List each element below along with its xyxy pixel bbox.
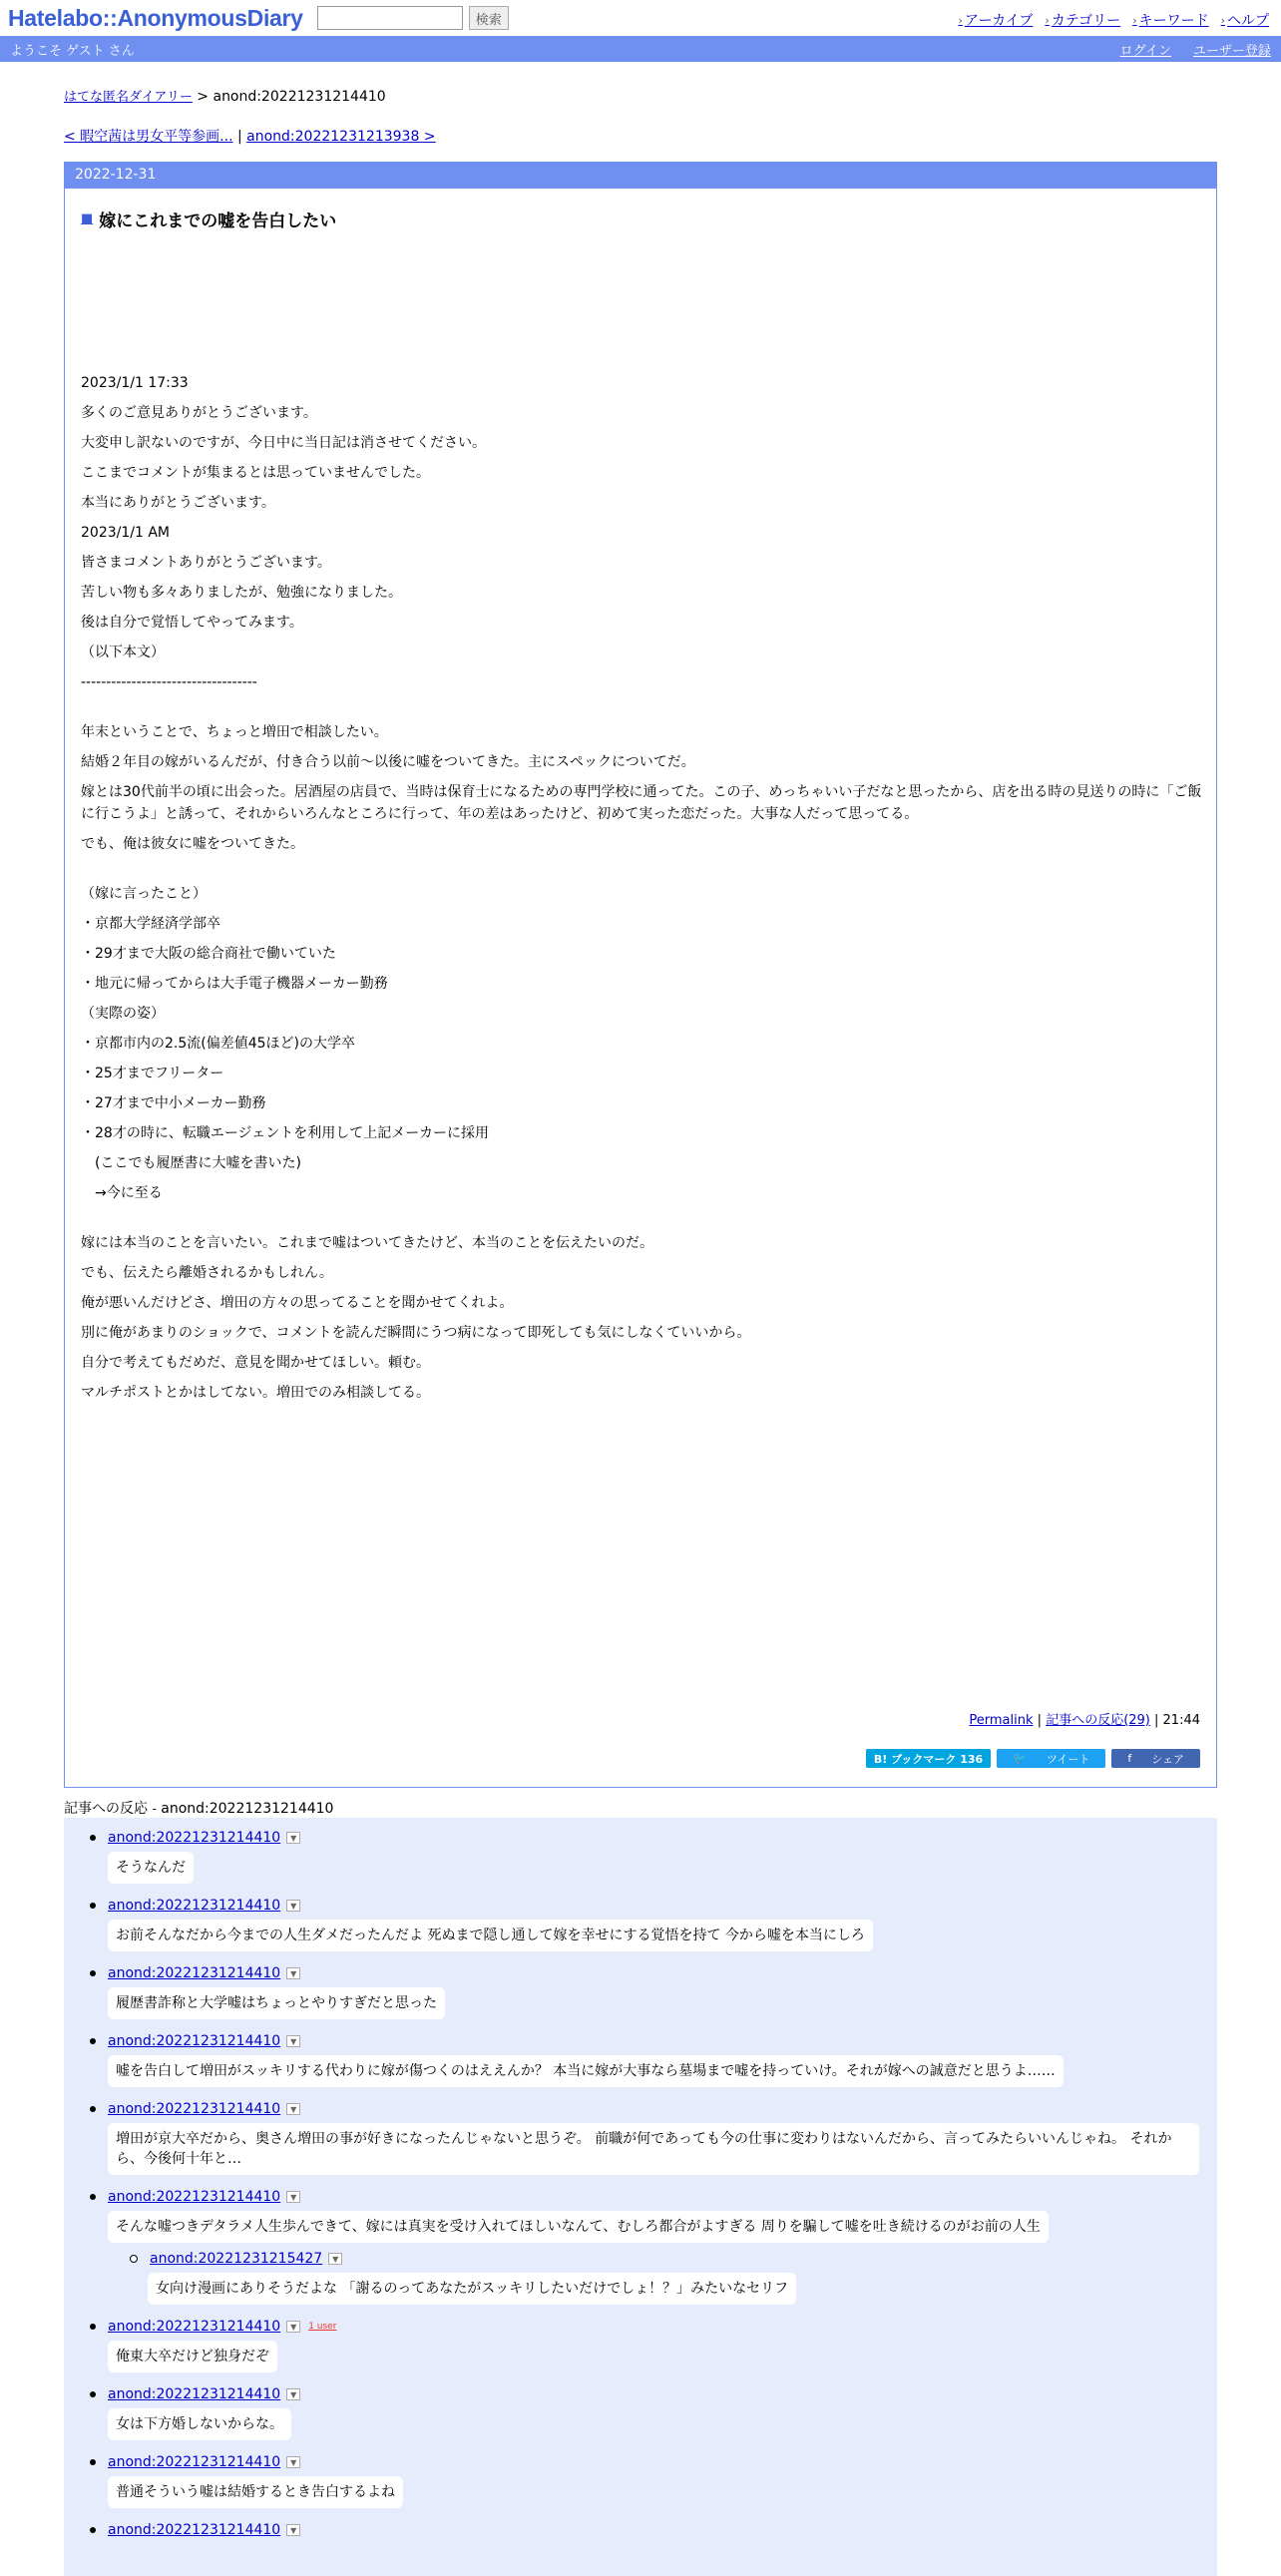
welcome-text: ようこそ ゲスト さん [10, 43, 135, 59]
article-line: ・29才まで大阪の総合商社で働いていた [81, 946, 336, 962]
article-line: （以下本文） [81, 644, 165, 660]
reaction-id-link[interactable]: anond:20221231214410 [108, 2454, 281, 2470]
share-label: シェア [1151, 1752, 1184, 1766]
reaction-id-link[interactable]: anond:20221231215427 [150, 2251, 323, 2267]
reaction-id-link[interactable]: anond:20221231214410 [108, 2101, 281, 2117]
reaction-header [108, 2454, 1217, 2470]
article-line [81, 1212, 1202, 1232]
article-line: 別に俺があまりのショックで、コメントを読んだ瞬間にうつ病になって即死しても気にしなくていいから。 [81, 1325, 751, 1341]
nav-keyword[interactable] [1132, 10, 1208, 30]
article-line: 俺が悪いんだけどさ、増田の方々の思ってることを聞かせてくれよ。 [81, 1295, 514, 1311]
reactions-label: 記事への反応 [64, 1801, 148, 1817]
article-line: 年末ということで、ちょっと増田で相談したい。 [81, 724, 388, 740]
post-time: 21:44 [1162, 1713, 1200, 1728]
reaction-header [108, 1965, 1217, 1981]
article-line: ----------------------------------- [81, 674, 257, 690]
prevnext-sep: | [236, 129, 242, 145]
breadcrumb-current: anond:20221231214410 [213, 89, 386, 105]
reactions-id: anond:20221231214410 [161, 1801, 334, 1817]
article-line: (ここでも履歴書に大嘘を書いた) [81, 1155, 301, 1171]
chevron-right-icon: › [1220, 13, 1225, 27]
dropdown-icon[interactable]: ▼ [328, 2253, 342, 2265]
reaction-text: 普通そういう嘘は結婚するとき告白するよね [108, 2476, 403, 2508]
article-line: →今に至る [81, 1185, 163, 1201]
reaction-id-link[interactable]: anond:20221231214410 [108, 2189, 281, 2205]
reaction-id-link[interactable]: anond:20221231214410 [108, 2319, 281, 2335]
article-line: 苦しい物も多々ありましたが、勉強になりました。 [81, 585, 402, 601]
nav-archive[interactable] [958, 10, 1033, 30]
reaction-id-link[interactable]: anond:20221231214410 [108, 1965, 281, 1981]
article-title [81, 207, 1216, 231]
dropdown-icon[interactable]: ▼ [286, 1832, 300, 1844]
dropdown-icon[interactable]: ▼ [286, 2456, 300, 2468]
chevron-right-icon: › [1132, 13, 1137, 27]
article-line: 嫁には本当のことを言いたい。これまで嘘はついてきたけど、本当のことを伝えたいのだ。 [81, 1235, 653, 1251]
permalink-link[interactable]: Permalink [969, 1713, 1034, 1728]
article-line: 結婚２年目の嫁がいるんだが、付き合う以前～以後に嘘をついてきた。主にスペックについてだ。 [81, 754, 695, 770]
article-line: （嫁に言ったこと） [81, 886, 207, 902]
dropdown-icon[interactable]: ▼ [286, 2321, 300, 2333]
reaction-header [148, 2251, 1217, 2267]
article-line: マルチポストとかはしてない。増田でのみ相談してる。 [81, 1385, 430, 1401]
reaction-id-link[interactable]: anond:20221231214410 [108, 2033, 281, 2049]
twitter-icon: 🐦 [1013, 1752, 1027, 1765]
reaction-header [108, 2386, 1217, 2402]
article-line: 自分で考えてもだめだ、意見を聞かせてほしい。頼む。 [81, 1355, 430, 1371]
dropdown-icon[interactable]: ▼ [286, 2191, 300, 2203]
reaction-item [108, 2454, 1217, 2508]
share-buttons [866, 1749, 1200, 1768]
reaction-item [108, 2319, 1217, 2372]
top-bar [0, 0, 1281, 36]
site-logo[interactable]: Hatelabo::AnonymousDiary [8, 4, 303, 31]
reaction-header [108, 2522, 1217, 2538]
article-line: ・京都大学経済学部卒 [81, 916, 220, 932]
reaction-reply [148, 2251, 1217, 2305]
reaction-item [108, 1898, 1217, 1951]
article-line: でも、伝えたら離婚されるかもしれん。 [81, 1265, 333, 1281]
reaction-id-link[interactable]: anond:20221231214410 [108, 1830, 281, 1846]
reaction-text: 女向け漫画にありそうだよな 「謝るのってあなたがスッキリしたいだけでしょ！？」みたいなセリフ [148, 2273, 796, 2305]
reaction-item [108, 1965, 1217, 2019]
article-line [81, 701, 1202, 721]
article-line: 皆さまコメントありがとうございます。 [81, 555, 331, 571]
dropdown-icon[interactable]: ▼ [286, 1967, 300, 1979]
article [64, 162, 1217, 1788]
article-title-text: 嫁にこれまでの嘘を告白したい [99, 212, 337, 231]
article-date: 2022-12-31 [65, 163, 1216, 189]
square-icon[interactable]: ■ [81, 212, 94, 226]
article-footer: Permalink | 記事への反応(29) | 21:44 [969, 1713, 1200, 1728]
breadcrumb [64, 86, 386, 105]
article-line: 嫁とは30代前半の頃に出会った。居酒屋の店員で、当時は保育士になるための専門学校に通ってた。この子、めっちゃいい子だなと思ったから、店を出る時の見送りの時に「ご飯に行こうよ」と誘って、それからいろんなところに行って、年の差はあったけど、初めて実った恋だった。大事な人だって思ってる。 [81, 784, 1202, 822]
dropdown-icon[interactable]: ▼ [286, 2035, 300, 2047]
nav-label: ヘルプ [1227, 13, 1269, 29]
next-link[interactable]: anond:20221231213938 > [246, 129, 436, 145]
article-line: 後は自分で覚悟してやってみます。 [81, 615, 303, 631]
article-body [81, 372, 1202, 1412]
reaction-id-link[interactable]: anond:20221231214410 [108, 2386, 281, 2402]
search-input[interactable] [317, 6, 463, 30]
article-line: でも、俺は彼女に嘘をついてきた。 [81, 836, 304, 852]
nav-help[interactable] [1221, 10, 1269, 30]
breadcrumb-sep: > [197, 89, 210, 105]
reaction-header [108, 2189, 1217, 2205]
reaction-header [108, 1898, 1217, 1914]
article-line: ・28才の時に、転職エージェントを利用して上記メーカーに採用 [81, 1125, 489, 1141]
reaction-text: 増田が京大卒だから、奥さん増田の事が好きになったんじゃないと思うぞ。 前職が何であっても今の仕事に変わりはないんだから、言ってみたらいいんじゃね。 それから、今後何十年と… [108, 2123, 1199, 2175]
article-line: ・京都市内の2.5流(偏差値45ほど)の大学卒 [81, 1036, 356, 1052]
article-line: 多くのご意見ありがとうございます。 [81, 405, 317, 421]
nav-category[interactable] [1045, 10, 1120, 30]
welcome-bar [0, 36, 1281, 62]
reaction-text: お前そんなだから今までの人生ダメだったんだよ 死ぬまで隠し通して嫁を幸せにする覚悟を持て 今から嘘を本当にしろ [108, 1920, 873, 1951]
register-link[interactable]: ユーザー登録 [1192, 43, 1271, 59]
reaction-text: 女は下方婚しないからな。 [108, 2408, 291, 2440]
tweet-label: ツイート [1046, 1752, 1090, 1766]
dropdown-icon[interactable]: ▼ [286, 2388, 300, 2400]
reactions-sep: - [152, 1802, 157, 1816]
reaction-text: 嘘を告白して増田がスッキリする代わりに嫁が傷つくのはええんか？ 本当に嫁が大事なら墓場まで嘘を持っていけ。それが嫁への誠意だと思うよ…… [108, 2055, 1064, 2087]
reaction-header [108, 2033, 1217, 2049]
reaction-text: 俺東大卒だけど独身だぞ [108, 2341, 277, 2372]
chevron-right-icon: › [1045, 13, 1050, 27]
article-line: ・25才までフリーター [81, 1066, 224, 1081]
dropdown-icon[interactable]: ▼ [286, 1900, 300, 1912]
reaction-text: そんな嘘つきデタラメ人生歩んできて、嫁には真実を受け入れてほしいなんて、むしろ都合がよすぎる 周りを騙して嘘を吐き続けるのがお前の人生 [108, 2211, 1049, 2243]
article-line: （実際の姿） [81, 1006, 165, 1022]
reaction-item [108, 2386, 1217, 2440]
nav-label: アーカイブ [964, 13, 1034, 29]
facebook-icon: f [1127, 1752, 1132, 1765]
chevron-right-icon: › [958, 13, 963, 27]
article-line: 2023/1/1 AM [81, 525, 170, 541]
search-button[interactable]: 検索 [469, 6, 509, 30]
reaction-item [108, 1830, 1217, 1884]
reactions-link[interactable]: 記事への反応(29) [1046, 1713, 1150, 1728]
reaction-item [108, 2522, 1217, 2538]
article-line: ここまでコメントが集まるとは思っていませんでした。 [81, 465, 430, 481]
facebook-share-button[interactable] [1111, 1749, 1200, 1768]
reaction-header [108, 2101, 1217, 2117]
reaction-id-link[interactable]: anond:20221231214410 [108, 2522, 281, 2538]
article-line: 大変申し訳ないのですが、今日中に当日記は消させてください。 [81, 435, 486, 451]
reaction-text: そうなんだ [108, 1852, 194, 1884]
users-count-link[interactable]: 1 user [308, 2322, 337, 2332]
article-line: ・27才まで中小メーカー勤務 [81, 1095, 266, 1111]
nav-label: カテゴリー [1051, 13, 1121, 29]
reactions-list [64, 1818, 1217, 2576]
breadcrumb-home[interactable]: はてな匿名ダイアリー [64, 90, 193, 105]
reaction-item [108, 2033, 1217, 2087]
dropdown-icon[interactable]: ▼ [286, 2103, 300, 2115]
article-line: 2023/1/1 17:33 [81, 375, 189, 391]
reaction-header [108, 2319, 1217, 2335]
prev-next-nav [64, 126, 436, 146]
reaction-item [108, 2101, 1217, 2175]
hatena-bookmark-button[interactable]: B! ブックマーク 136 [866, 1749, 991, 1768]
prev-link[interactable]: < 暇空茜は男女平等参画... [64, 129, 233, 145]
top-nav [958, 10, 1269, 30]
reaction-id-link[interactable]: anond:20221231214410 [108, 1898, 281, 1914]
article-line [81, 863, 1202, 883]
tweet-button[interactable] [997, 1749, 1105, 1768]
nav-label: キーワード [1138, 13, 1209, 29]
dropdown-icon[interactable]: ▼ [286, 2524, 300, 2536]
reaction-item [108, 2189, 1217, 2305]
reaction-text: 履歴書詐称と大学嘘はちょっとやりすぎだと思った [108, 1987, 445, 2019]
login-link[interactable]: ログイン [1119, 43, 1171, 59]
reaction-header [108, 1830, 1217, 1846]
article-line: 本当にありがとうございます。 [81, 495, 275, 511]
article-line: ・地元に帰ってからは大手電子機器メーカー勤務 [81, 976, 388, 992]
